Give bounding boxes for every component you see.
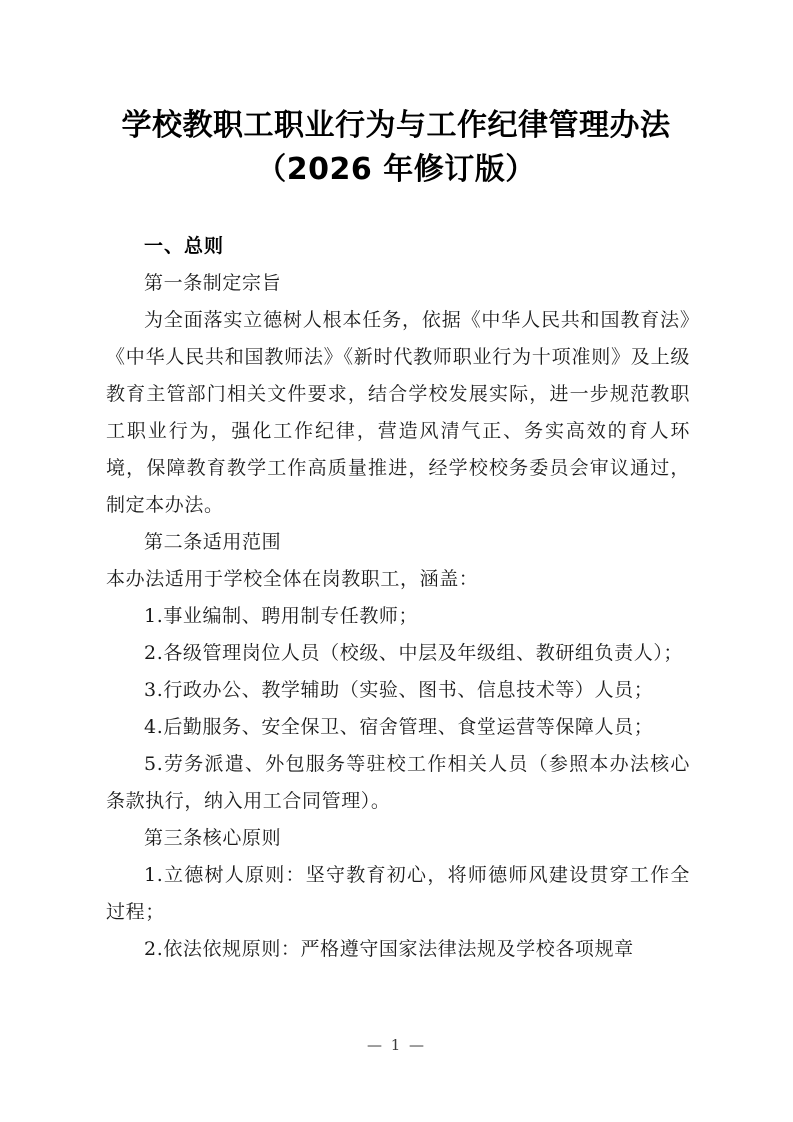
title-line-secondary: （2026 年修订版） bbox=[256, 152, 536, 187]
article-1-label: 第一条制定宗旨 bbox=[144, 272, 282, 294]
section-heading-general-provisions: 一、总则 bbox=[144, 235, 225, 257]
article-3-item: 1.立德树人原则：坚守教育初心，将师德师风建设贯穿工作全过程； bbox=[106, 864, 690, 923]
article-2-item: 2.各级管理岗位人员（校级、中层及年级组、教研组负责人）； bbox=[144, 642, 684, 664]
article-2-item: 5.劳务派遣、外包服务等驻校工作相关人员（参照本办法核心条款执行，纳入用工合同管理）。 bbox=[106, 753, 690, 812]
article-1-text: 为全面落实立德树人根本任务，依据《中华人民共和国教育法》《中华人民共和国教师法》《新时代教师职业行为十项准则》及上级教育主管部门相关文件要求，结合学校发展实际，进一步规范教职工职业行为，强化工作纪律，营造风清气正、务实高效的育人环境，保障教育教学工作高质量推进，经学校校务委员会审议通过，制定本办法。 bbox=[106, 309, 690, 516]
article-2-item: 1.事业编制、聘用制专任教师； bbox=[144, 605, 419, 627]
title-line-primary: 学校教职工职业行为与工作纪律管理办法 bbox=[121, 108, 671, 143]
document-body bbox=[106, 228, 690, 968]
page-title bbox=[96, 104, 696, 192]
article-2-lead: 本办法适用于学校全体在岗教职工，涵盖： bbox=[106, 568, 479, 590]
article-2-item: 4.后勤服务、安全保卫、宿舍管理、食堂运营等保障人员； bbox=[144, 716, 654, 738]
article-2-label: 第二条适用范围 bbox=[144, 531, 282, 553]
article-3-item: 2.依法依规原则：严格遵守国家法律法规及学校各项规章 bbox=[144, 938, 634, 960]
article-2-item: 3.行政办公、教学辅助（实验、图书、信息技术等）人员； bbox=[144, 679, 654, 701]
page-number-footer: — 1 — bbox=[366, 1036, 427, 1054]
article-3-label: 第三条核心原则 bbox=[144, 827, 282, 849]
